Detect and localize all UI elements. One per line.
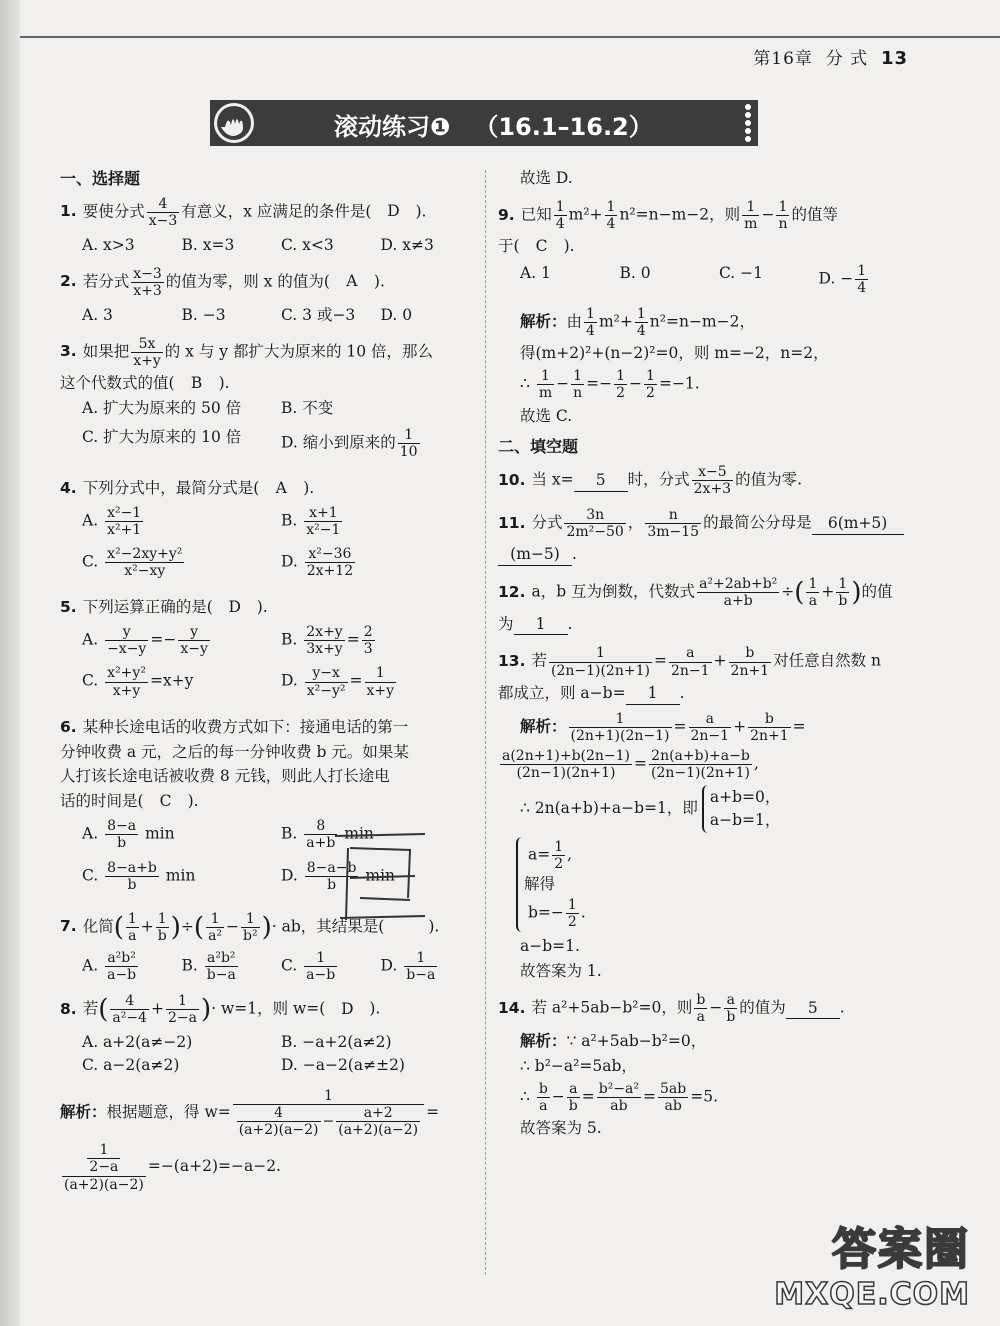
answer: D xyxy=(341,999,354,1018)
option-d: D. $\frac{1}{b-a}$ xyxy=(380,949,436,983)
option-a: A. $\frac{y}{-x-y}$ =− $\frac{y}{x-y}$ xyxy=(82,624,208,658)
options xyxy=(82,505,480,587)
question-14: 14. 若 a²+5ab−b²=0，则 $\frac{b}{a}$ − $\frac{a}{b}$ 的值为 5 . 解析：∵ a²+5ab−b²=0， ∴ b²−a²=5ab， ∴ $\frac{b}{a}$ − $\frac{a}{b}$ = $\frac{\text{b²−a²}}{ab}$ = $\frac{5ab}{ab}$ =5. 故答案为 5. xyxy=(498,992,918,1139)
hand-logo-icon xyxy=(214,103,254,143)
option-b: B. −3 xyxy=(181,305,226,324)
options xyxy=(82,235,480,256)
question-number: 9. xyxy=(498,205,515,224)
question-text: 化简 xyxy=(82,917,114,936)
banner-title xyxy=(334,107,653,142)
options xyxy=(82,398,480,468)
option-b: B. $\frac{8}{a+b}$ min xyxy=(281,818,374,852)
question-text: 下列运算正确的是( xyxy=(82,598,213,617)
solution-conclusion: 故选 D. xyxy=(520,169,573,187)
solution: 解析：∵ a²+5ab−b²=0， ∴ b²−a²=5ab， ∴ $\frac{b}{a}$ − $\frac{a}{b}$ = $\frac{\text{b²−a²}}{ab}$ = $\frac{5ab}{ab}$ =5. 故答案为 5. xyxy=(520,1032,719,1138)
answer: A xyxy=(346,272,358,291)
question-number: 10. xyxy=(498,470,526,489)
question-5: 5. 下列运算正确的是( D ). A. $\frac{y}{-x-y}$ =− $\frac{y}{x-y}$ B. $\frac{2x+y}{3x+y}$ = $\frac{2}{3}$ C. $\frac{\text{x²+y²}}{x+y}$ =x+y D. $\frac{y-x}{\text{x²−y²}}$ = $\frac{1}{x+y}$ xyxy=(60,597,480,706)
watermark xyxy=(774,1213,970,1312)
question-text: 某种长途电话的收费方式如下：接通电话的第一 xyxy=(82,717,409,736)
option-d: D. 0 xyxy=(380,305,413,324)
options xyxy=(82,305,480,326)
chapter-label: 第16章 xyxy=(753,49,813,69)
options xyxy=(82,1032,480,1084)
solution-line-2: $\frac{\frac{1}{2-a}}{(a+2)(a-2)}$ =−(a+2)=−a−2. xyxy=(64,1142,281,1193)
column-divider xyxy=(485,170,487,1275)
question-text: 下列分式中，最简分式是( xyxy=(82,479,260,498)
option-a: A. $\frac{\text{x²−1}}{\text{x²+1}}$ xyxy=(82,504,142,539)
option-d: D. 缩小到原来的 $\frac{1}{10}$ xyxy=(281,426,418,460)
question-text: · w=1，则 w=( xyxy=(211,999,326,1018)
page-number: 13 xyxy=(880,48,908,69)
option-b: B. 不变 xyxy=(281,398,334,417)
solution: 解析：根据题意，得 w= 1 $\frac{4}{(a+2)(a-2)}$ − $\frac{a+2}{(a+2)(a-2)}$ = xyxy=(60,1088,440,1139)
question-number: 3. xyxy=(60,342,77,361)
option-c: C. 扩大为原来的 10 倍 xyxy=(82,427,242,446)
option-a: A. 3 xyxy=(82,305,113,324)
option-c: C. a−2(a≠2) xyxy=(82,1056,180,1075)
book-spine xyxy=(0,0,20,1326)
answer: C xyxy=(159,792,172,811)
question-number: 7. xyxy=(60,917,77,936)
watermark-url: MXQE.COM xyxy=(774,1277,970,1312)
option-b: B. x=3 xyxy=(181,235,235,254)
chapter-title: 分 式 xyxy=(825,49,869,69)
banner-dots-icon xyxy=(742,102,754,144)
option-c: C. $\frac{1}{a-b}$ xyxy=(281,949,336,983)
answer: D xyxy=(228,598,241,617)
question-number: 4. xyxy=(60,479,77,498)
option-b: B. $\frac{2x+y}{3x+y}$ = $\frac{2}{3}$ xyxy=(281,624,373,658)
option-b: B. 0 xyxy=(619,264,651,283)
fraction: $\frac{x-3}{x+3}$ xyxy=(133,265,162,299)
page-header xyxy=(753,44,908,69)
answer: B xyxy=(190,374,203,392)
answer-blank: 6(m+5) xyxy=(812,513,904,535)
question-text: 的 x 与 y 都扩大为原来的 10 倍，那么 xyxy=(164,342,434,361)
question-text: 这个代数式的值( xyxy=(60,374,175,392)
question-3: 3. 如果把 $\frac{5x}{x+y}$ 的 x 与 y 都扩大为原来的 10 倍，那么 这个代数式的值( B ). A. 扩大为原来的 50 倍 B. 不变 C. 扩大为原来的 10 倍 D. 缩小到原来的 $\frac{1}{10}$ xyxy=(60,336,480,468)
options xyxy=(520,263,918,296)
answer-blank: 1 xyxy=(626,683,680,705)
section-banner xyxy=(210,100,758,146)
banner-range: （16.1–16.2） xyxy=(474,113,653,141)
header-rule xyxy=(20,36,1000,38)
section-heading-fill: 二、填空题 xyxy=(498,437,579,457)
options xyxy=(82,950,480,983)
option-a: A. $\frac{\text{a²b²}}{a-b}$ xyxy=(82,949,137,983)
question-number: 11. xyxy=(498,513,526,532)
question-4: 4. 下列分式中，最简分式是( A ). A. $\frac{\text{x²−1}}{\text{x²+1}}$ B. $\frac{x+1}{\text{x²−1}}$ C. $\frac{\text{x²−2xy+y²}}{\text{x²−xy}}$ D. $\frac{\text{x²−36}}{2x+12}$ xyxy=(60,478,480,587)
option-a: A. a+2(a≠−2) xyxy=(82,1033,193,1052)
question-text: 若分式 xyxy=(82,272,130,291)
question-number: 5. xyxy=(60,598,77,617)
option-c: C. $\frac{\text{x²+y²}}{x+y}$ =x+y xyxy=(82,665,194,699)
option-d: D. x≠3 xyxy=(380,235,434,254)
solution: 解析：由 $\frac{1}{4}$ m²+ $\frac{1}{4}$ n²=n−m−2， 得(m+2)²+(n−2)²=0，则 m=−2，n=2， ∴ $\frac{1}{m}$ − $\frac{1}{n}$ =− $\frac{1}{2}$ − $\frac{1}{2}$ =−1. 故选 C. xyxy=(520,306,829,425)
question-number: 13. xyxy=(498,652,526,671)
option-c: C. $\frac{\text{x²−2xy+y²}}{\text{x²−xy}}$ xyxy=(82,546,183,580)
option-c: C. x<3 xyxy=(281,235,334,254)
right-column xyxy=(498,168,918,1149)
option-d: D. $\frac{\text{x²−36}}{2x+12}$ xyxy=(281,546,354,580)
handwriting-scribble xyxy=(330,828,430,938)
option-d: D. − $\frac{1}{4}$ xyxy=(818,263,867,297)
banner-title-text: 滚动练习❶ xyxy=(334,113,451,141)
question-text: 有意义，x 应满足的条件是( xyxy=(181,202,372,221)
answer: D xyxy=(387,202,400,221)
question-text: 若 xyxy=(82,999,99,1018)
question-10: 10. 当 x= 5 时，分式 $\frac{x-5}{2x+3}$ 的值为零. xyxy=(498,464,803,498)
question-6: 6. 某种长途电话的收费方式如下：接通电话的第一 分钟收费 a 元，之后的每一分钟收费 b 元。如果某 人打该长途电话被收费 8 元钱，则此人打长途电 话的时间是( C ). A. $\frac{8-a}{b}$ min B. $\frac{8}{a+b}$ min C. $\frac{8-a+b}{b}$ min D. $\frac{8-a-b}{b}$ min xyxy=(60,717,480,901)
option-a: A. $\frac{8-a}{b}$ min xyxy=(82,818,175,852)
question-12: 12. a，b 互为倒数，代数式 $\frac{\text{a²+2ab+b²}}{a+b}$ ÷( $\frac{1}{a}$ + $\frac{1}{b}$ )的值 为 1 . xyxy=(498,576,918,635)
question-text: 分钟收费 a 元，之后的每一分钟收费 b 元。如果某 xyxy=(60,742,409,761)
fraction: $\frac{4}{x-3}$ xyxy=(148,195,178,229)
question-number: 12. xyxy=(498,582,526,601)
option-d: D. $\frac{y-x}{\text{x²−y²}}$ = $\frac{1}{x+y}$ xyxy=(281,665,395,699)
left-column xyxy=(60,168,480,1197)
option-b: B. −a+2(a≠2) xyxy=(281,1033,392,1052)
watermark-logo: 答案圈 xyxy=(832,1224,970,1275)
option-c: C. $\frac{8-a+b}{b}$ min xyxy=(82,859,196,893)
question-text: 话的时间是( xyxy=(60,792,144,811)
question-7: 7. 化简( $\frac{1}{a}$ + $\frac{1}{b}$ )÷( $\frac{1}{\text{a²}}$ − $\frac{1}{\text{b²}}$ )· ab，其结果是( ). A. $\frac{\text{a²b²}}{a-b}$ B. $\frac{\text{a²b²}}{b-a}$ C. $\frac{1}{a-b}$ D. $\frac{1}{b-a}$ xyxy=(60,911,480,983)
question-text: · ab，其结果是( xyxy=(271,917,385,936)
option-b: B. $\frac{\text{a²b²}}{b-a}$ xyxy=(181,949,236,983)
question-number: 2. xyxy=(60,272,77,291)
question-text: 如果把 xyxy=(82,342,130,361)
question-number: 1. xyxy=(60,202,77,221)
option-a: A. 1 xyxy=(520,264,551,283)
question-number: 14. xyxy=(498,998,526,1017)
option-b: B. $\frac{x+1}{\text{x²−1}}$ xyxy=(281,504,341,539)
answer: C xyxy=(535,237,548,256)
answer-blank: 1 xyxy=(514,614,568,636)
options xyxy=(82,624,480,706)
question-text: 的值为零，则 x 的值为( xyxy=(165,272,330,291)
option-a: A. x>3 xyxy=(82,235,135,254)
question-number: 8. xyxy=(60,999,77,1018)
question-text: 要使分式 xyxy=(82,202,145,221)
question-13: 13. 若 $\frac{1}{(2n-1)(2n+1)}$ = $\frac{a}{2n-1}$ + $\frac{b}{2n+1}$ 对任意自然数 n 都成立，则 a−b= 1 . 解析： $\frac{1}{(2n+1)(2n-1)}$ = $\frac{a}{2n-1}$ + $\frac{b}{2n+1}$ = $\frac{a(2n+1)+b(2n-1)}{(2n-1)(2n+1)}$ = $\frac{2n(a+b)+a-b}{(2n-1)(2n+1)}$ , ∴ 2n(a+b)+a−b=1，即 a+b=0， a−b=1， a= $\frac{1}{2}$ , 解得 b=− $\frac{1}{2}$ . a−b=1. 故答案为 1. xyxy=(498,645,918,981)
question-11: 11. 分式 $\frac{3n}{\text{2m²−50}}$ ， $\frac{n}{3m-15}$ 的最简公分母是 6(m+5) (m−5) . xyxy=(498,507,918,566)
answer-blank: 5 xyxy=(786,998,840,1020)
question-text: 人打该长途电话被收费 8 元钱，则此人打长途电 xyxy=(60,767,390,786)
answer: A xyxy=(275,479,287,498)
fraction: $\frac{5x}{x+y}$ xyxy=(133,335,161,369)
solution: 解析： $\frac{1}{(2n+1)(2n-1)}$ = $\frac{a}{2n-1}$ + $\frac{b}{2n+1}$ = $\frac{a(2n+1)+b(2n-1)}{(2n-1)(2n+1)}$ = $\frac{2n(a+b)+a-b}{(2n-1)(2n+1)}$ , ∴ 2n(a+b)+a−b=1，即 a+b=0， a−b=1， a= $\frac{1}{2}$ , 解得 b=− $\frac{1}{2}$ . a−b=1. 故答案为 1. xyxy=(502,710,806,980)
question-2: 2. 若分式 $\frac{x-3}{x+3}$ 的值为零，则 x 的值为( A ). A. 3 B. −3 C. 3 或−3 D. 0 xyxy=(60,266,480,326)
option-a: A. 扩大为原来的 50 倍 xyxy=(82,398,242,417)
question-number: 6. xyxy=(60,717,77,736)
answer-blank-cont: (m−5) xyxy=(498,544,572,566)
question-8: 8. 若( $\frac{4}{\text{a²−4}}$ + $\frac{1}{2-a}$ )· w=1，则 w=( D ). A. a+2(a≠−2) B. −a+2(a≠2) C. a−2(a≠2) D. −a−2(a≠±2) 解析：根据题意，得 w= 1 $\frac{4}{(a+2)(a-2)}$ − $\frac{a+2}{(a+2)(a-2)}$ = $\frac{\frac{1}{2-a}}{(a+2)(a-2)}$ =−(a+2)=−a−2. xyxy=(60,993,480,1193)
answer-blank: 5 xyxy=(574,470,628,492)
question-1: 1. 要使分式 $\frac{4}{x-3}$ 有意义，x 应满足的条件是( D ). A. x>3 B. x=3 C. x<3 D. x≠3 xyxy=(60,196,480,256)
option-c: C. −1 xyxy=(719,264,764,283)
option-d: D. $\frac{8-a-b}{b}$ min xyxy=(281,859,396,893)
question-9: 9. 已知 $\frac{1}{4}$ m²+ $\frac{1}{4}$ n²=n−m−2，则 $\frac{1}{m}$ − $\frac{1}{n}$ 的值等 于( C ). A. 1 B. 0 C. −1 D. − $\frac{1}{4}$ 解析：由 $\frac{1}{4}$ m²+ $\frac{1}{4}$ n²=n−m−2， 得(m+2)²+(n−2)²=0，则 m=−2，n=2， ∴ $\frac{1}{m}$ − $\frac{1}{n}$ =− $\frac{1}{2}$ − $\frac{1}{2}$ =−1. 故选 C. xyxy=(498,199,918,427)
section-heading-choice: 一、选择题 xyxy=(60,169,141,188)
option-d: D. −a−2(a≠±2) xyxy=(281,1056,405,1075)
option-c: C. 3 或−3 xyxy=(281,305,356,324)
